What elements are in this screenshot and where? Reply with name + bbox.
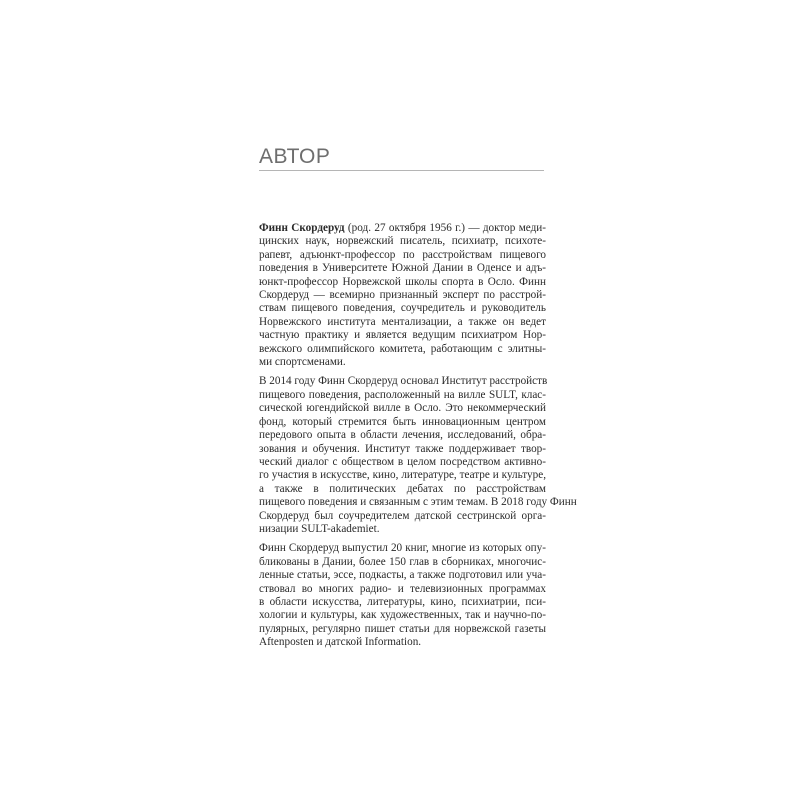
text-line: пищевого поведения, расположенный на вилле SULT, клас- <box>259 388 546 401</box>
text-line: передового опыта в области лечения, исследований, обра- <box>259 429 546 442</box>
text-line: а также в политических дебатах по расстройствам <box>259 482 546 495</box>
text-line: рапевт, адъюнкт-профессор по расстройствам пищевого <box>259 248 546 261</box>
text-line: бликованы в Дании, более 150 глав в сборниках, многочис- <box>259 555 546 568</box>
author-name: Финн Скордеруд <box>259 222 345 234</box>
text-line: цинских наук, норвежский писатель, психиатр, психоте- <box>259 235 546 248</box>
text-line: ми спортсменами. <box>259 356 346 369</box>
text-line: частную практику и является ведущим психиатром Нор- <box>259 329 546 342</box>
text-line: Скордеруд — всемирно признанный эксперт по расстрой- <box>259 289 546 302</box>
text-line: го участия в искусстве, кино, литературе, театре и культуре, <box>259 469 546 482</box>
text-line: пищевого поведения и связанным с этим темам. В 2018 году Финн <box>259 496 577 509</box>
bio-paragraph-3 <box>259 542 546 649</box>
text-line: низации SULT-akademiet. <box>259 522 380 535</box>
text-line: сической югендийской вилле в Осло. Это некоммерческий <box>259 402 546 415</box>
text-line: Финн Скордеруд выпустил 20 книг, многие из которых опу- <box>259 542 546 555</box>
bio-paragraph-2 <box>259 375 577 536</box>
author-bio <box>259 222 577 656</box>
text-line: поведения в Университете Южной Дании в Оденсе и адъ- <box>259 262 546 275</box>
text-line: ленные статьи, эссе, подкасты, а также подготовил или уча- <box>259 569 546 582</box>
text-line: Норвежского института ментализации, а также он ведет <box>259 315 546 328</box>
text-line: в области искусства, литературы, кино, психиатрии, пси- <box>259 595 546 608</box>
heading-divider <box>259 170 544 171</box>
text-line: В 2014 году Финн Скордеруд основал Институт расстройств <box>259 375 548 388</box>
bio-paragraph-1 <box>259 222 546 369</box>
text-line: Финн Скордеруд (род. 27 октября 1956 г.) — доктор меди- <box>259 222 546 234</box>
text-line: ствовал во многих радио- и телевизионных программах <box>259 582 546 595</box>
text-line: хологии и культуры, как художественных, так и научно-по- <box>259 609 546 622</box>
text-line: Скордеруд был соучредителем датской сестринской орга- <box>259 509 546 522</box>
text-line: ствам пищевого поведения, соучредитель и руководитель <box>259 302 546 315</box>
text-line: фонд, который стремится быть инновационным центром <box>259 415 546 428</box>
page-heading: АВТОР <box>259 145 331 168</box>
text-line: ческий диалог с обществом в целом посредством активно- <box>259 455 546 468</box>
text-line: пулярных, регулярно пишет статьи для норвежской газеты <box>259 622 546 635</box>
text-line: Aftenposten и датской Information. <box>259 636 422 649</box>
text-line: вежского олимпийского комитета, работающим с элитны- <box>259 342 546 355</box>
text-line: зования и обучения. Институт также поддерживает твор- <box>259 442 546 455</box>
text-line: юнкт-профессор Норвежской школы спорта в Осло. Финн <box>259 275 546 288</box>
